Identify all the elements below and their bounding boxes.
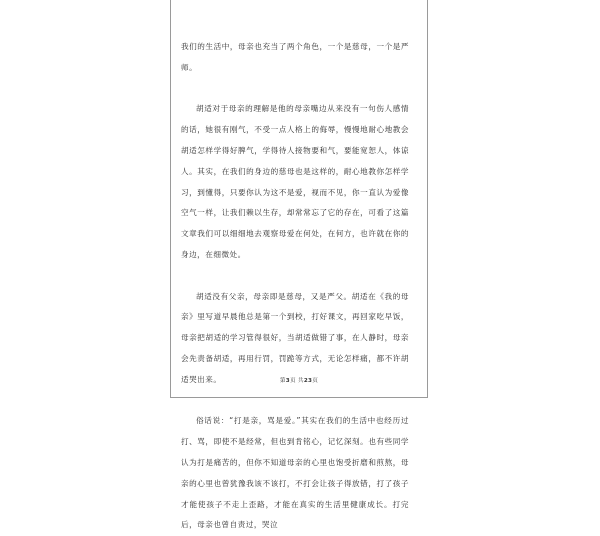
document-page	[170, 0, 428, 530]
page-label-suffix: 页	[312, 378, 319, 384]
paragraph: 俗话说：“打是亲，骂是爱。”其实在我们的生活中也经历过打、骂，即使不是经常，但也到肯铭心，记忆深刻。也有些同学认为打是痛苦的，但你不知道母亲的心里也饱受折磨和煎熬，母亲的心里也曾犹豫我该不该打，不打会让孩子得放错，打了孩子才能使孩子不走上歪路，才能在真实的生活里健康成长。打完后，母亲也曾自责过，哭泣	[181, 416, 409, 530]
paragraph: 胡适没有父亲，母亲即是慈母，又是严父。胡适在《我的母亲》里写道早晨他总是第一个到校，打好课文，再回家吃早饭，母亲把胡适的学习管得很好，当胡适做错了事，在人静时，母亲会先责备胡适，再用行罚，罚跪等方式，无论怎样痛，都不许胡适哭出来。	[181, 291, 409, 384]
paragraph: 我们的生活中，母亲也充当了两个角色，一个是慈母，一个是严师。	[181, 42, 409, 72]
page-footer	[171, 376, 427, 384]
page-label-prefix: 第	[279, 378, 286, 384]
paragraph-spacer	[181, 266, 409, 287]
paragraph-spacer	[181, 391, 409, 412]
page-total: 23	[303, 378, 313, 384]
paragraph-spacer	[181, 79, 409, 100]
document-body	[181, 37, 409, 536]
paragraph: 胡适对于母亲的理解是他的母亲嘴边从来没有一句伤人感情的话，她很有刚气，不受一点人格上的侮辱，慢慢地耐心地教会胡适怎样学得好脾气，学得待人接物要和气，要能宽恕人，体谅人。其实，在我们的身边的慈母也是这样的，耐心地教你怎样学习，到懂得，只要你认为这不是爱，视而不见，你一直认为爱像空气一样，让我们赖以生存，却常常忘了它的存在，可看了这篇文章我们可以细细地去观察母爱在何处，在何方，也许就在你的身边，在细微处。	[181, 104, 409, 259]
page-number: 3	[285, 378, 290, 384]
page-label-mid: 页 共	[289, 378, 304, 384]
